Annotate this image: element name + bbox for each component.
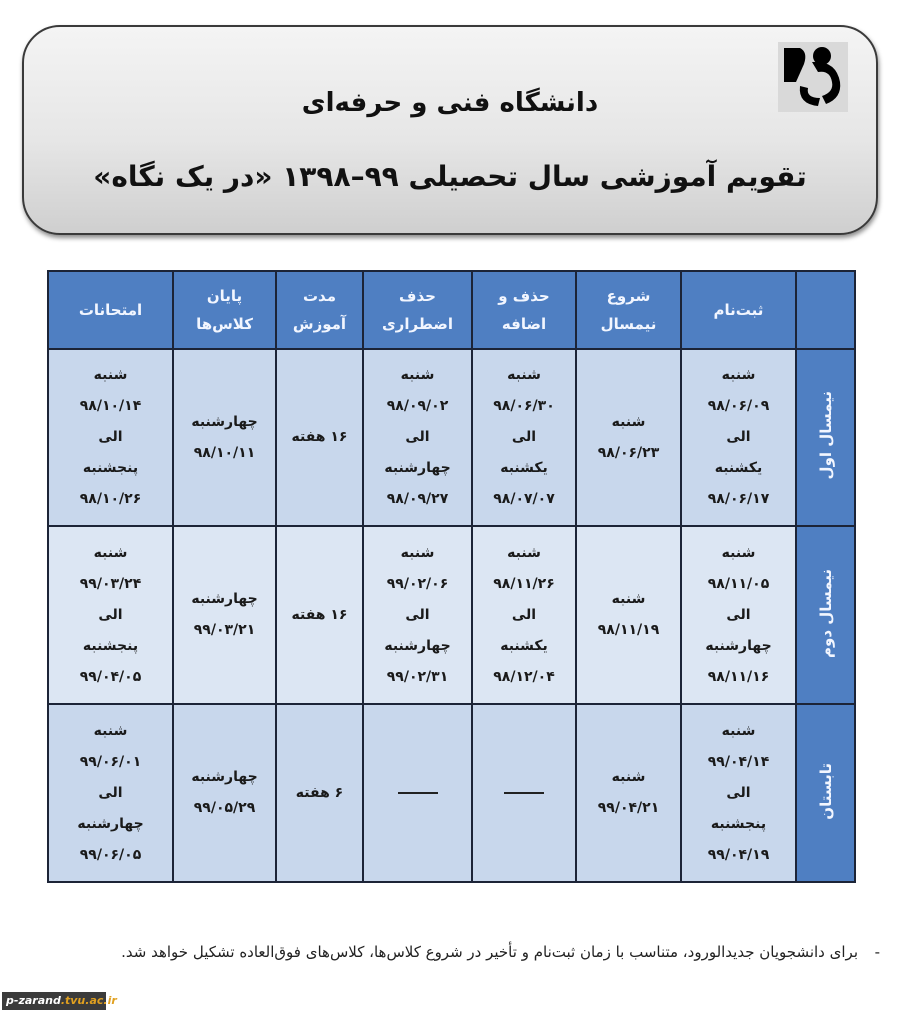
cell-duration: ۱۶ هفته bbox=[276, 526, 363, 704]
bullet-dash: - bbox=[874, 943, 880, 961]
cell-exams: شنبه ۹۹/۰۳/۲۴ الی پنجشنبه ۹۹/۰۴/۰۵ bbox=[48, 526, 173, 704]
cell-semester-start: شنبه ۹۸/۰۶/۲۳ bbox=[576, 349, 681, 526]
empty-dash bbox=[504, 792, 544, 794]
table-header-row bbox=[48, 271, 855, 349]
column-header-duration: مدت آموزش bbox=[276, 271, 363, 349]
page-title: تقویم آموزشی سال تحصیلی ۹۹–۱۳۹۸ «در یک نگاه» bbox=[93, 160, 807, 193]
cell-registration: شنبه ۹۸/۱۱/۰۵ الی چهارشنبه ۹۸/۱۱/۱۶ bbox=[681, 526, 796, 704]
cell-emergency-drop: شنبه ۹۸/۰۹/۰۲ الی چهارشنبه ۹۸/۰۹/۲۷ bbox=[363, 349, 472, 526]
cell-emergency-drop: شنبه ۹۹/۰۲/۰۶ الی چهارشنبه ۹۹/۰۲/۳۱ bbox=[363, 526, 472, 704]
cell-classes-end: چهارشنبه ۹۹/۰۳/۲۱ bbox=[173, 526, 276, 704]
column-header-emergency-drop: حذف اضطراری bbox=[363, 271, 472, 349]
cell-add-drop: شنبه ۹۸/۰۶/۳۰ الی یکشنبه ۹۸/۰۷/۰۷ bbox=[472, 349, 576, 526]
table-row bbox=[48, 704, 855, 882]
cell-registration: شنبه ۹۹/۰۴/۱۴ الی پنجشنبه ۹۹/۰۴/۱۹ bbox=[681, 704, 796, 882]
site-watermark: p-zarand.tvu.ac.ir bbox=[2, 992, 106, 1010]
footnote bbox=[68, 933, 880, 971]
row-label-summer: تابستان bbox=[796, 704, 855, 882]
cell-semester-start: شنبه ۹۹/۰۴/۲۱ bbox=[576, 704, 681, 882]
footnote-text: برای دانشجویان جدیدالورود، متناسب با زمان ثبت‌نام و تأخیر در شروع کلاس‌ها، کلاس‌های فوق‌العاده تشکیل خواهد شد. bbox=[121, 943, 858, 961]
corner-header-cell bbox=[796, 271, 855, 349]
cell-add-drop: شنبه ۹۸/۱۱/۲۶ الی یکشنبه ۹۸/۱۲/۰۴ bbox=[472, 526, 576, 704]
cell-classes-end: چهارشنبه ۹۸/۱۰/۱۱ bbox=[173, 349, 276, 526]
column-header-semester-start: شروع نیمسال bbox=[576, 271, 681, 349]
cell-duration: ۱۶ هفته bbox=[276, 349, 363, 526]
table-row bbox=[48, 526, 855, 704]
cell-exams: شنبه ۹۹/۰۶/۰۱ الی چهارشنبه ۹۹/۰۶/۰۵ bbox=[48, 704, 173, 882]
cell-emergency-drop bbox=[363, 704, 472, 882]
title-banner bbox=[22, 25, 878, 235]
column-header-registration: ثبت‌نام bbox=[681, 271, 796, 349]
table-row bbox=[48, 349, 855, 526]
cell-registration: شنبه ۹۸/۰۶/۰۹ الی یکشنبه ۹۸/۰۶/۱۷ bbox=[681, 349, 796, 526]
cell-duration: ۶ هفته bbox=[276, 704, 363, 882]
empty-dash bbox=[398, 792, 438, 794]
cell-add-drop bbox=[472, 704, 576, 882]
academic-calendar-table bbox=[47, 270, 856, 883]
cell-exams: شنبه ۹۸/۱۰/۱۴ الی پنجشنبه ۹۸/۱۰/۲۶ bbox=[48, 349, 173, 526]
cell-classes-end: چهارشنبه ۹۹/۰۵/۲۹ bbox=[173, 704, 276, 882]
column-header-add-drop: حذف و اضافه bbox=[472, 271, 576, 349]
column-header-exams: امتحانات bbox=[48, 271, 173, 349]
university-name: دانشگاه فنی و حرفه‌ای bbox=[301, 88, 599, 118]
row-label-second-semester: نیمسال دوم bbox=[796, 526, 855, 704]
column-header-classes-end: پایان کلاس‌ها bbox=[173, 271, 276, 349]
row-label-first-semester: نیمسال اول bbox=[796, 349, 855, 526]
cell-semester-start: شنبه ۹۸/۱۱/۱۹ bbox=[576, 526, 681, 704]
